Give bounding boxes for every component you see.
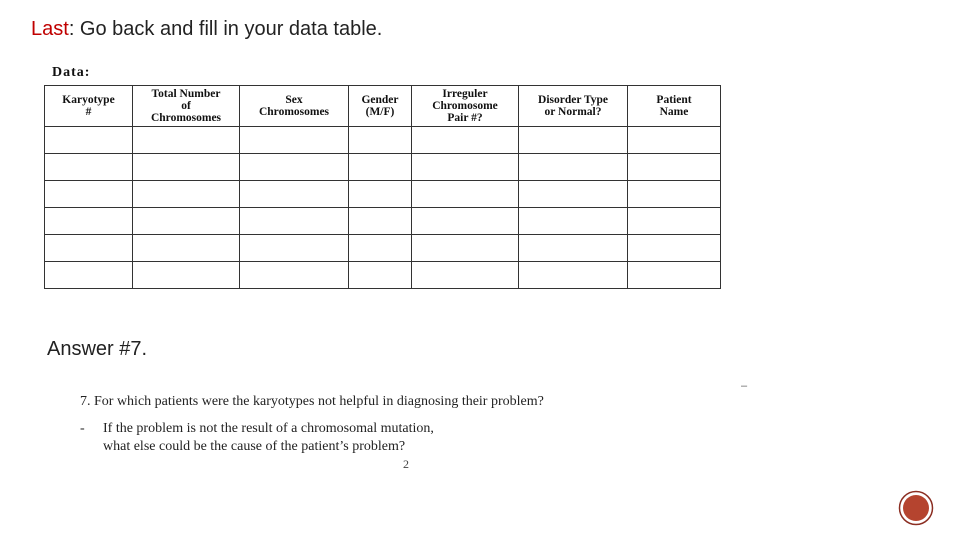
slide-title-text: : Go back and fill in your data table. [68,18,383,40]
dash-marker: – [741,380,748,392]
sub-question-line-1: If the problem is not the result of a chromosomal mutation, [103,421,434,436]
sub-question-line-2: what else could be the cause of the patient’s problem? [103,439,406,454]
table-cell [45,181,133,208]
answer-label: Answer #7. [47,338,148,360]
table-row [45,235,721,262]
slide-title [31,18,382,41]
table-cell [349,127,412,154]
data-table-label: Data: [52,65,91,80]
table-cell [628,154,721,181]
table-cell [519,235,628,262]
table-cell [240,127,349,154]
table-cell [412,127,519,154]
table-cell [240,235,349,262]
table-cell [133,208,240,235]
table-cell [628,262,721,289]
table-row [45,181,721,208]
table-cell [240,154,349,181]
header-gender: Gender (M/F) [349,86,412,127]
table-cell [133,127,240,154]
sub-bullet: - [80,421,85,436]
header-karyotype: Karyotype # [45,86,133,127]
table-cell [349,181,412,208]
table-cell [133,154,240,181]
table-cell [45,154,133,181]
table-cell [519,208,628,235]
table-cell [45,235,133,262]
header-total-chromosomes: Total Number of Chromosomes [133,86,240,127]
data-table-header-row [45,86,721,127]
table-row [45,262,721,289]
table-cell [349,154,412,181]
table-cell [628,208,721,235]
table-cell [412,154,519,181]
table-cell [519,127,628,154]
table-cell [240,262,349,289]
header-patient-name: Patient Name [628,86,721,127]
question-7: 7. For which patients were the karyotypes not helpful in diagnosing their problem? [80,394,544,409]
table-cell [412,235,519,262]
data-table-body [45,127,721,289]
table-row [45,208,721,235]
data-table [44,85,721,289]
page-number: 2 [403,457,409,471]
header-irregular-pair: Irreguler Chromosome Pair #? [412,86,519,127]
header-disorder-type: Disorder Type or Normal? [519,86,628,127]
table-cell [519,154,628,181]
table-cell [133,181,240,208]
table-cell [240,208,349,235]
table-cell [628,127,721,154]
table-cell [133,262,240,289]
table-row [45,154,721,181]
table-cell [45,208,133,235]
slide-title-lead: Last [31,18,69,40]
table-cell [45,262,133,289]
table-cell [133,235,240,262]
table-cell [412,181,519,208]
table-cell [45,127,133,154]
table-row [45,127,721,154]
table-cell [628,181,721,208]
slide-badge-icon [898,490,934,526]
table-cell [412,262,519,289]
table-cell [628,235,721,262]
table-cell [349,208,412,235]
header-sex-chromosomes: Sex Chromosomes [240,86,349,127]
table-cell [240,181,349,208]
table-cell [412,208,519,235]
table-cell [519,181,628,208]
table-cell [349,262,412,289]
table-cell [349,235,412,262]
table-cell [519,262,628,289]
